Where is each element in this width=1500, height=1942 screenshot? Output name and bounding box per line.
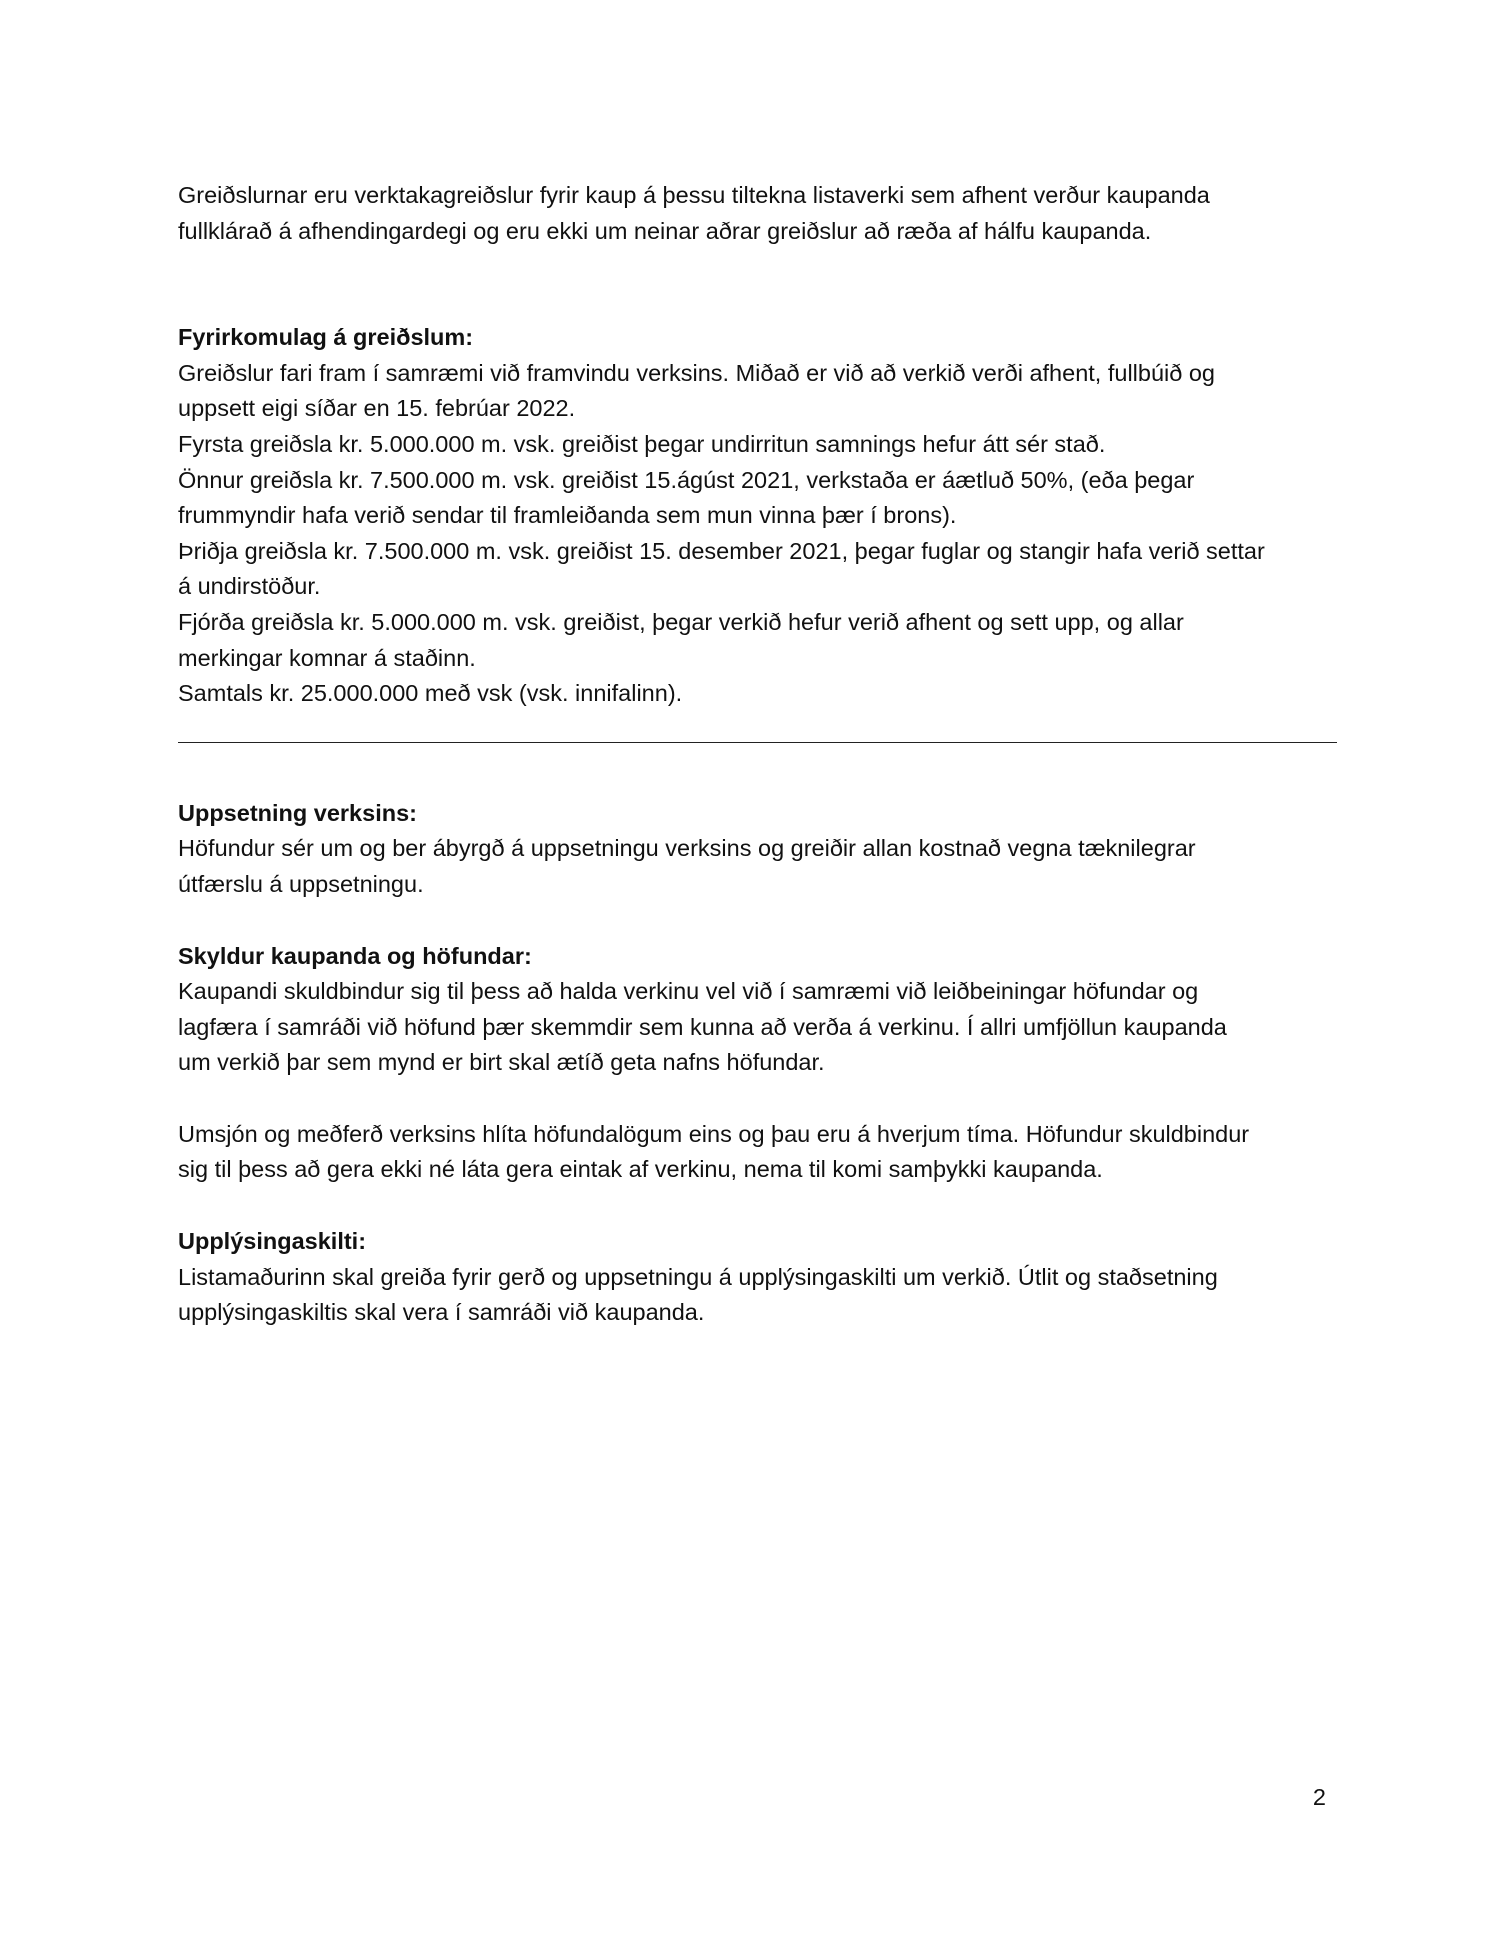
payments-line: Önnur greiðsla kr. 7.500.000 m. vsk. greiðist 15.ágúst 2021, verkstaða er áætluð 50%, (eða þegar (178, 466, 1195, 493)
installation-line: útfærslu á uppsetningu. (178, 870, 424, 897)
obligations-heading: Skyldur kaupanda og höfundar: (178, 942, 532, 969)
info-sign-line: Listamaðurinn skal greiða fyrir gerð og uppsetningu á upplýsingaskilti um verkið. Útlit og staðsetning (178, 1263, 1218, 1290)
copyright-line: sig til þess að gera ekki né láta gera eintak af verkinu, nema til komi samþykki kaupanda. (178, 1156, 1103, 1183)
info-sign-section (178, 1224, 1338, 1331)
obligations-line: um verkið þar sem mynd er birt skal ætíð geta nafns höfundar. (178, 1049, 825, 1076)
spacer (178, 249, 1338, 320)
spacer (178, 748, 1338, 796)
installation-line: Höfundur sér um og ber ábyrgð á uppsetningu verksins og greiðir allan kostnað vegna tæknilegrar (178, 835, 1196, 862)
payments-line: uppsett eigi síðar en 15. febrúar 2022. (178, 395, 576, 422)
payments-line: Fjórða greiðsla kr. 5.000.000 m. vsk. greiðist, þegar verkið hefur verið afhent og sett upp, og allar (178, 608, 1184, 635)
info-sign-heading: Upplýsingaskilti: (178, 1228, 367, 1255)
intro-line: Greiðslurnar eru verktakagreiðslur fyrir kaup á þessu tiltekna listaverki sem afhent verður kaupanda (178, 182, 1210, 208)
installation-section (178, 796, 1338, 903)
payments-line: frummyndir hafa verið sendar til framleiðanda sem mun vinna þær í brons). (178, 502, 957, 529)
payments-line: Samtals kr. 25.000.000 með vsk (vsk. innifalinn). (178, 680, 683, 707)
payments-line: Þriðja greiðsla kr. 7.500.000 m. vsk. greiðist 15. desember 2021, þegar fuglar og stangir hafa verið settar (178, 537, 1265, 564)
payments-line: Greiðslur fari fram í samræmi við framvindu verksins. Miðað er við að verkið verði afhent, fullbúið og (178, 359, 1215, 386)
intro-paragraph (178, 178, 1338, 249)
payments-section (178, 320, 1338, 712)
payments-line: á undirstöður. (178, 573, 321, 600)
spacer (178, 1188, 1338, 1224)
divider-line (178, 742, 1337, 743)
section-divider (178, 712, 1338, 748)
payments-line: merkingar komnar á staðinn. (178, 644, 476, 671)
info-sign-line: upplýsingaskiltis skal vera í samráði við kaupanda. (178, 1299, 705, 1326)
payments-line: Fyrsta greiðsla kr. 5.000.000 m. vsk. greiðist þegar undirritun samnings hefur átt sér stað. (178, 430, 1106, 457)
obligations-line: Kaupandi skuldbindur sig til þess að halda verkinu vel við í samræmi við leiðbeiningar höfundar og (178, 978, 1199, 1005)
document-body (178, 178, 1338, 1331)
copyright-line: Umsjón og meðferð verksins hlíta höfundalögum eins og þau eru á hverjum tíma. Höfundur skuldbindur (178, 1120, 1250, 1147)
spacer (178, 1081, 1338, 1117)
payments-heading: Fyrirkomulag á greiðslum: (178, 324, 474, 351)
installation-heading: Uppsetning verksins: (178, 799, 417, 826)
spacer (178, 903, 1338, 939)
obligations-line: lagfæra í samráði við höfund þær skemmdir sem kunna að verða á verkinu. Í allri umfjöllun kaupanda (178, 1013, 1227, 1040)
intro-line: fullklárað á afhendingardegi og eru ekki um neinar aðrar greiðslur að ræða af hálfu kaupanda. (178, 217, 1152, 244)
page-number: 2 (1312, 1784, 1326, 1810)
obligations-section (178, 939, 1338, 1189)
